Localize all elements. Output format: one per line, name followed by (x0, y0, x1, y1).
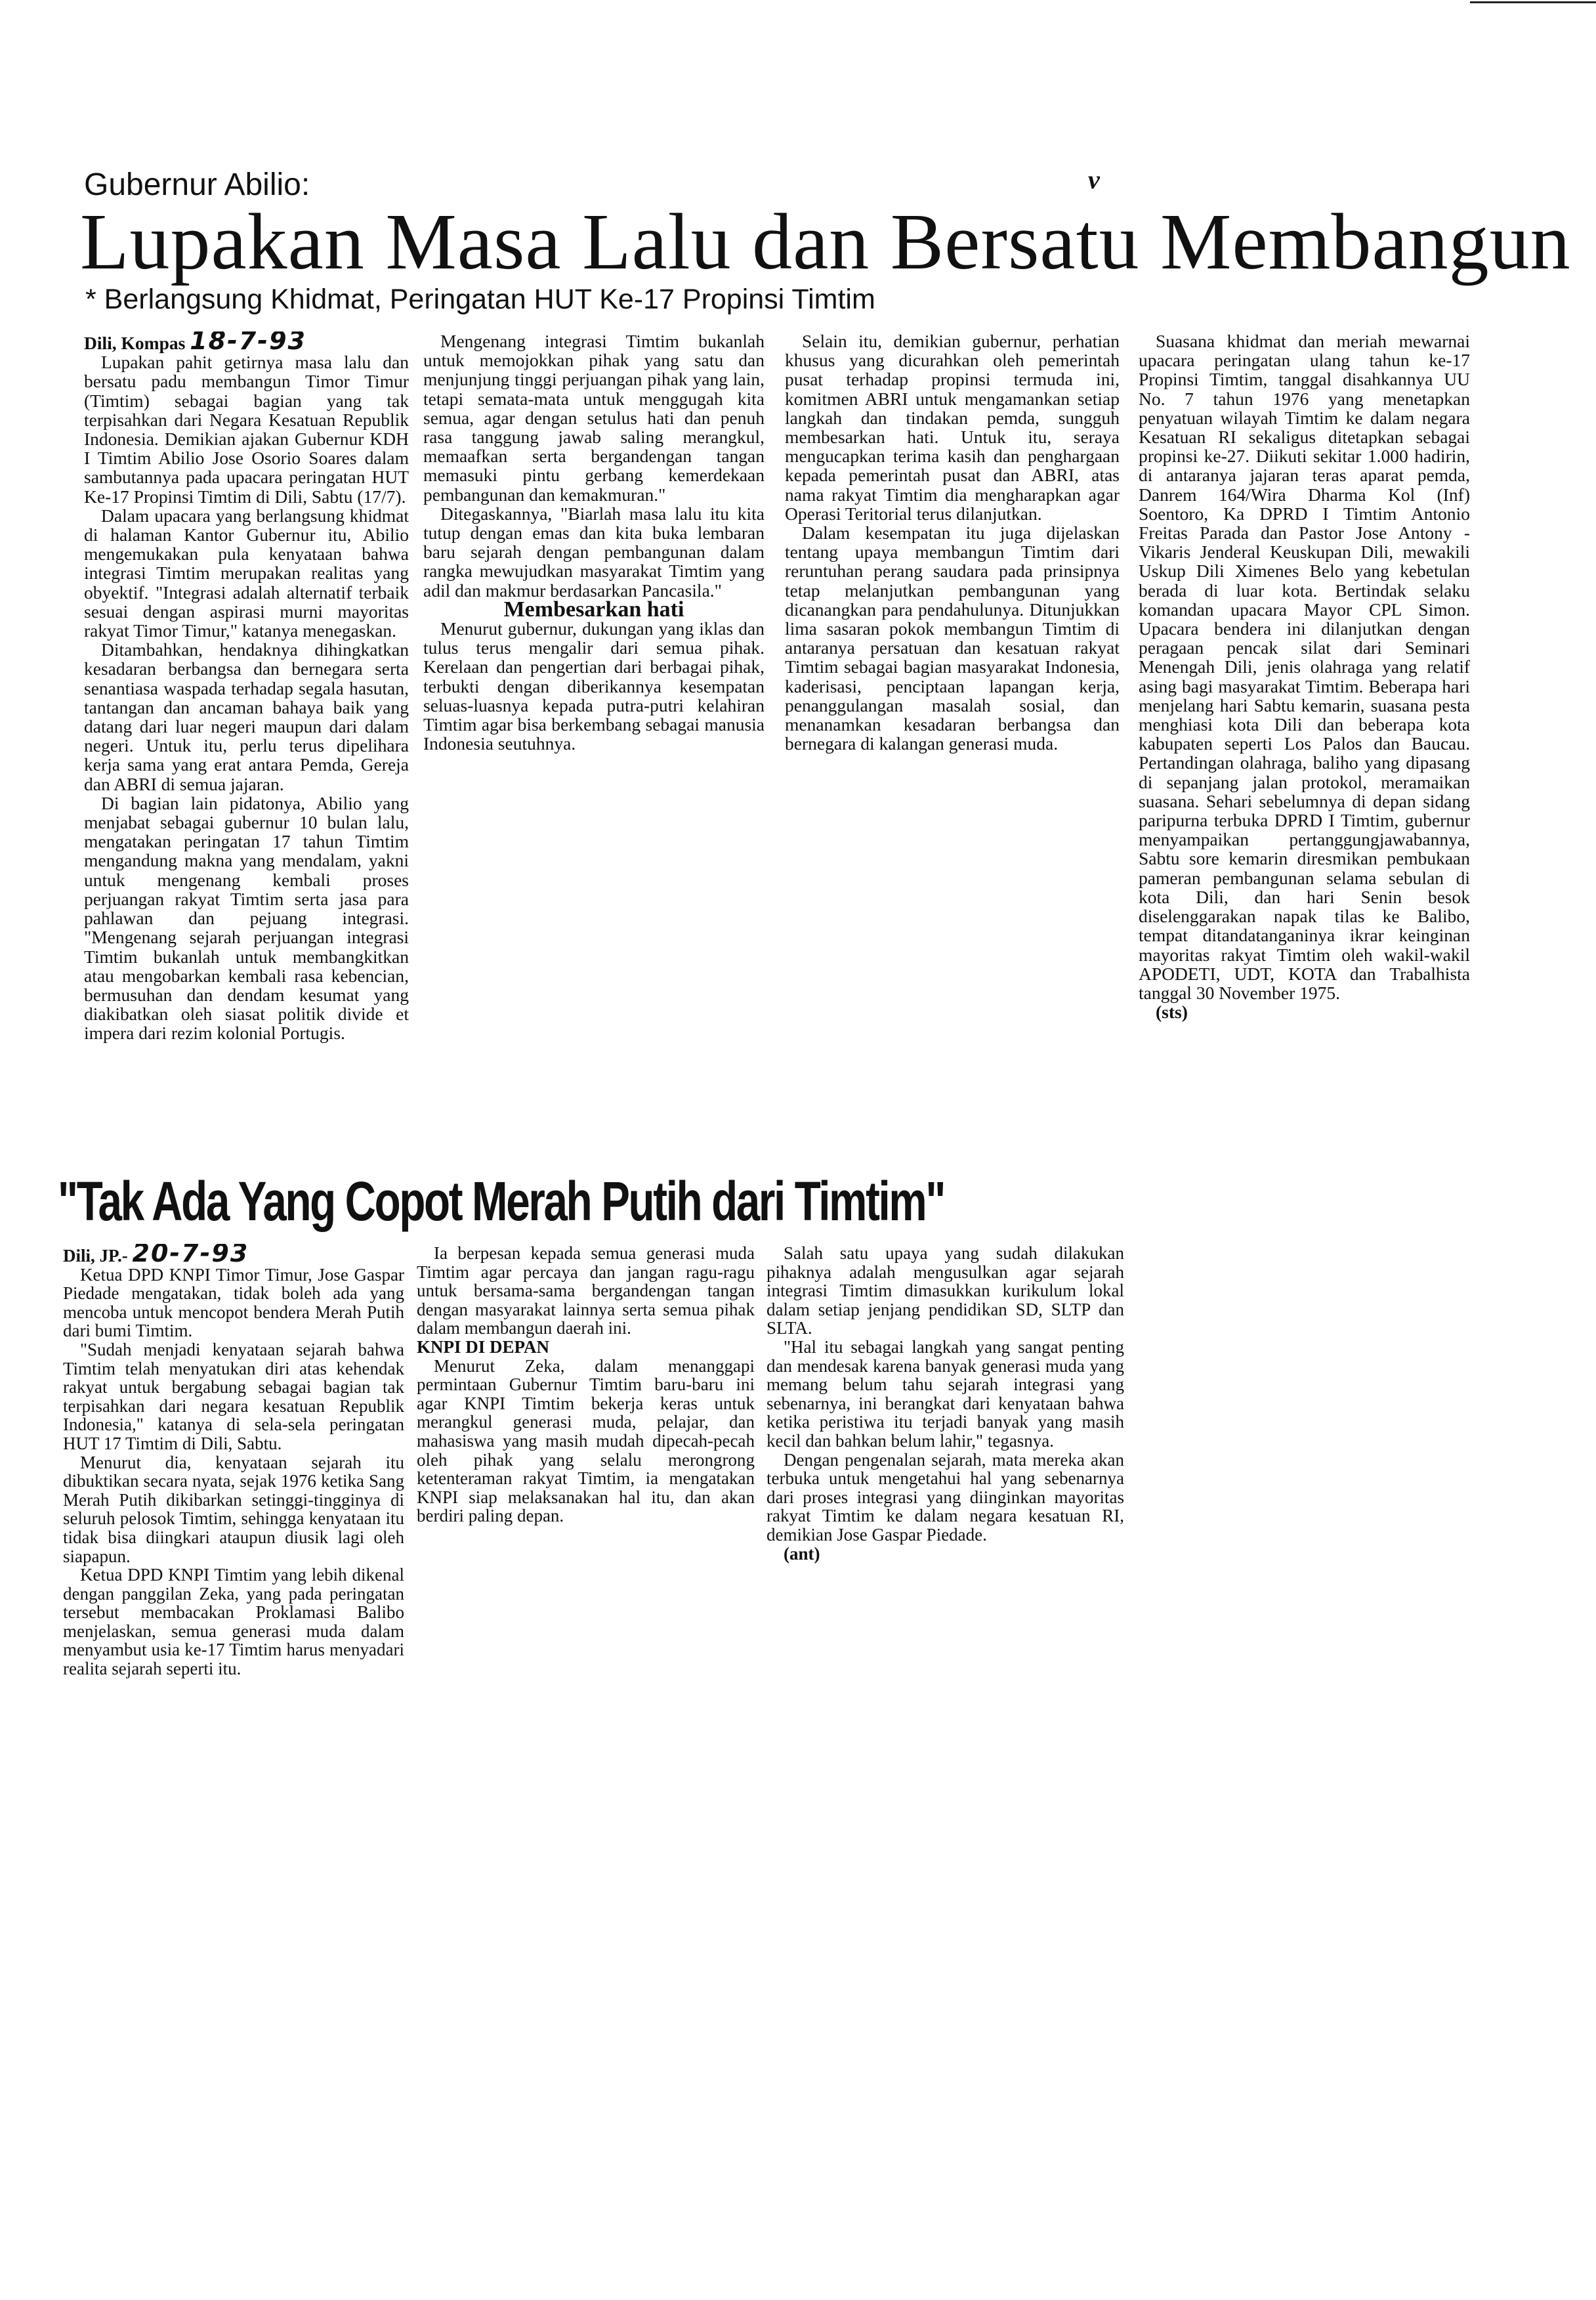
article1-signoff: (sts) (1156, 1002, 1188, 1023)
article1-subheading: Membesarkan hati (503, 597, 684, 622)
article2-column-3 (766, 1244, 1124, 1821)
article1-dateline: Dili, Kompas (84, 333, 186, 353)
article2-dateline-line (63, 1244, 404, 1266)
article1-paragraph: Selain itu, demikian gubernur, perhatian khusus yang dicurahkan oleh pemerintah pusat terhadap propinsi termuda ini, komitmen ABRI untuk mengamankan setiap langkah dan tindakan pemda, sungguh membesarkan hati. Untuk itu, seraya mengucapkan terima kasih dan penghargaan kepada pemerintah pusat dan ABRI, atas nama rakyat Timtim dia mengharapkan agar Operasi Teritorial terus dilanjutkan. (785, 331, 1120, 524)
article1-kicker: Gubernur Abilio: (84, 167, 310, 202)
article1-paragraph: Suasana khidmat dan meriah mewarnai upacara peringatan ulang tahun ke-17 Propinsi Timtim, tanggal disahkannya UU No. 7 tahun 1976 yang menetapkan penyatuan wilayah Timtim ke dalam negara Kesatuan RI sekaligus ditetapkan sebagai propinsi ke-27. Diikuti sekitar 1.000 hadirin, di antaranya jajaran teras aparat pemda, Danrem 164/Wira Dharma Kol (Inf) Soentoro, Ka DPRD I Timtim Antonio Freitas Parada dan Pastor Jose Antony - Vikaris Jenderal Keuskupan Dili, mewakili Uskup Dili Ximenes Belo yang kebetulan berada di luar kota. Bertindak selaku komandan upacara Mayor CPL Simon. Upacara bendera ini dilanjutkan dengan peragaan pencak silat dari Seminari Menengah Dili, jenis olahraga yang relatif asing bagi masyarakat Timtim. Beberapa hari menjelang hari Sabtu kemarin, suasana pesta menghiasi kota Dili dan beberapa kota kabupaten seperti Los Palos dan Baucau. Pertandingan olahraga, baliho yang dipasang di sepanjang jalan protokol, meramaikan suasana. Sehari sebelumnya di depan sidang paripurna terbuka DPRD I Timtim, gubernur menyampaikan pertanggungjawabannya, Sabtu sore kemarin diresmikan pembukaan pameran pembangunan selama sebulan di kota Dili, dan hari Senin besok diselenggarakan napak tilas ke Balibo, tempat ditandatanganinya ikrar keinginan mayoritas rakyat Timtim oleh wakil-wakil APODETI, UDT, KOTA dan Trabalhista tanggal 30 November 1975. (1139, 331, 1470, 1003)
article1-column-3 (785, 331, 1120, 1119)
article2-signoff: (ant) (784, 1543, 820, 1564)
article1-paragraph: Mengenang integrasi Timtim bukanlah untuk memojokkan pihak yang satu dan menjunjung tinggi perjuangan pihak yang lain, tetapi semata-mata untuk menggugah kita semua, agar dengan setulus hati dan penuh rasa tanggung jawab saling merangkul, memaafkan serta bergandengan tangan memasuki pintu gerbang kemerdekaan pembangunan dan kemakmuran." (423, 331, 765, 505)
article2-paragraph: Ia berpesan kepada semua generasi muda Timtim agar percaya dan jangan ragu-ragu untuk bersama-sama bergandengan tangan dengan masyarakat lainnya serta semua pihak dalam membangun daerah ini. (417, 1244, 755, 1338)
article1-paragraph: Dalam upacara yang berlangsung khidmat di halaman Kantor Gubernur itu, Abilio mengemukakan pula kenyataan bahwa integrasi Timtim merupakan realitas yang obyektif. "Integrasi adalah alternatif terbaik sesuai dengan aspirasi murni mayoritas rakyat Timor Timur," katanya menegaskan. (84, 505, 409, 641)
article1-dateline-line (84, 331, 409, 355)
article1-handwritten-date: 18-7-93 (190, 331, 306, 355)
article2-paragraph: Ketua DPD KNPI Timor Timur, Jose Gaspar Piedade mengatakan, tidak boleh ada yang mencoba untuk mencopot bendera Merah Putih dari bumi Timtim. (63, 1264, 404, 1341)
article2-subheading: KNPI DI DEPAN (417, 1336, 549, 1357)
article1-headline: Lupakan Masa Lalu dan Bersatu Membangun (80, 198, 1571, 286)
article1-paragraph: Ditegaskannya, "Biarlah masa lalu itu kita tutup dengan emas dan kita buka lembaran baru sejarah dengan pembangunan dalam rangka mewujudkan masyarakat Timtim yang adil dan makmur berdasarkan Pancasila." (423, 503, 765, 601)
handwritten-mark: v (1088, 165, 1100, 194)
article1-column-4 (1139, 331, 1470, 1861)
article1-paragraph: Lupakan pahit getirnya masa lalu dan bersatu padu membangun Timor Timur (Timtim) sebagai bagian yang tak terpisahkan dari Negara Kesatuan Republik Indonesia. Demikian ajakan Gubernur KDH I Timtim Abilio Jose Osorio Soares dalam sambutannya pada upacara peringatan HUT Ke-17 Propinsi Timtim di Dili, Sabtu (17/7). (84, 352, 409, 507)
article2-paragraph: "Sudah menjadi kenyataan sejarah bahwa Timtim telah menyatukan diri atas kehendak rakyat untuk bergabung sebagai bagian tak terpisahkan dari negara kesatuan Republik Indonesia," katanya di sela-sela peringatan HUT 17 Timtim di Dili, Sabtu. (63, 1339, 404, 1453)
article1-subhead: * Berlangsung Khidmat, Peringatan HUT Ke-17 Propinsi Timtim (85, 284, 875, 315)
article2-paragraph: Menurut Zeka, dalam menanggapi permintaan Gubernur Timtim baru-baru ini agar KNPI Timtim bekerja keras untuk merangkul generasi muda, pelajar, dan mahasiswa yang masih mudah dipecah-pecah oleh pihak yang selalu merongrong ketenteraman rakyat Timtim, ia mengatakan KNPI siap melaksanakan hal itu, dan akan berdiri paling depan. (417, 1355, 755, 1526)
top-rule (1470, 1, 1596, 3)
article1-paragraph: Ditambahkan, hendaknya dihingkatkan kesadaran berbangsa dan bernegara serta senantiasa waspada terhadap segala hasutan, tantangan dan ancaman bahaya baik yang datang dari luar negeri maupun dari dalam negeri. Untuk itu, perlu terus dipelihara kerja sama yang erat antara Pemda, Gereja dan ABRI di semua jajaran. (84, 639, 409, 794)
article2-paragraph: Dengan pengenalan sejarah, mata mereka akan terbuka untuk mengetahui hal yang sebenarnya dari proses integrasi yang diinginkan mayoritas rakyat Timtim ke dalam negara kesatuan RI, demikian Jose Gaspar Piedade. (766, 1449, 1124, 1544)
article2-paragraph: "Hal itu sebagai langkah yang sangat penting dan mendesak karena banyak generasi muda yang memang belum tahu sejarah integrasi yang sebenarnya, ini berangkat dari kenyataan bahwa ketika peristiwa itu terjadi banyak yang masih kecil dan bahkan belum lahir," tegasnya. (766, 1336, 1124, 1451)
article1-column-2 (423, 331, 765, 1119)
article1-column-1 (84, 331, 409, 1119)
article2-paragraph: Salah satu upaya yang sudah dilakukan pihaknya adalah mengusulkan agar sejarah integrasi Timtim dimasukkan kurikulum lokal dalam setiap jenjang pendidikan SD, SLTP dan SLTA. (766, 1244, 1124, 1338)
article2-signoff-line (766, 1544, 1124, 1564)
article2-headline: "Tak Ada Yang Copot Merah Putih dari Timtim" (58, 1170, 945, 1232)
article2-dateline: Dili, JP.- (63, 1246, 128, 1266)
article1-paragraph: Di bagian lain pidatonya, Abilio yang menjabat sebagai gubernur 10 bulan lalu, mengatakan peringatan 17 tahun Timtim mengandung makna yang mendalam, yakni untuk mengenang kembali proses perjuangan rakyat Timtim serta jasa para pahlawan dan pejuang integrasi. "Mengenang sejarah perjuangan integrasi Timtim bukanlah untuk membangkitkan atau mengobarkan kembali rasa kebencian, bermusuhan dan dendam kesumat yang diakibatkan oleh siasat politik divide et impera dari rezim kolonial Portugis. (84, 792, 409, 1044)
article2-handwritten-date: 20-7-93 (132, 1244, 249, 1267)
article1-signoff-line (1139, 1002, 1470, 1021)
article2-column-2 (417, 1244, 755, 1821)
article1-paragraph: Dalam kesempatan itu juga dijelaskan tentang upaya membangun Timtim dari reruntuhan perang saudara pada prinsipnya tetap melanjutkan pembangunan yang dicanangkan para pendahulunya. Ditunjukkan lima sasaran pokok membangun Timtim di antaranya persatuan dan kesatuan rakyat Timtim sebagai bagian masyarakat Indonesia, kaderisasi, penciptaan lapangan kerja, penanggulangan masalah sosial, dan menanamkan kesadaran berbangsa dan bernegara di kalangan generasi muda. (785, 522, 1120, 754)
article1-paragraph: Menurut gubernur, dukungan yang iklas dan tulus terus mengalir dari semua pihak. Kerelaan dan pengertian dari berbagai pihak, terbukti dengan diberikannya kesempatan seluas-luasnya kepada putra-putri kelahiran Timtim agar bisa berkembang sebagai manusia Indonesia seutuhnya. (423, 618, 765, 754)
article2-paragraph: Ketua DPD KNPI Timtim yang lebih dikenal dengan panggilan Zeka, yang pada peringatan tersebut membacakan Proklamasi Balibo menjelaskan, semua generasi muda dalam menyambut usia ke-17 Timtim harus menyadari realita sejarah seperti itu. (63, 1565, 404, 1679)
article2-column-1 (63, 1244, 404, 1821)
article2-paragraph: Menurut dia, kenyataan sejarah itu dibuktikan secara nyata, sejak 1976 ketika Sang Merah Putih dikibarkan setinggi-tingginya di seluruh pelosok Timtim, sehingga kenyataan itu tidak bisa diingkari ataupun diusik lagi oleh siapapun. (63, 1452, 404, 1566)
